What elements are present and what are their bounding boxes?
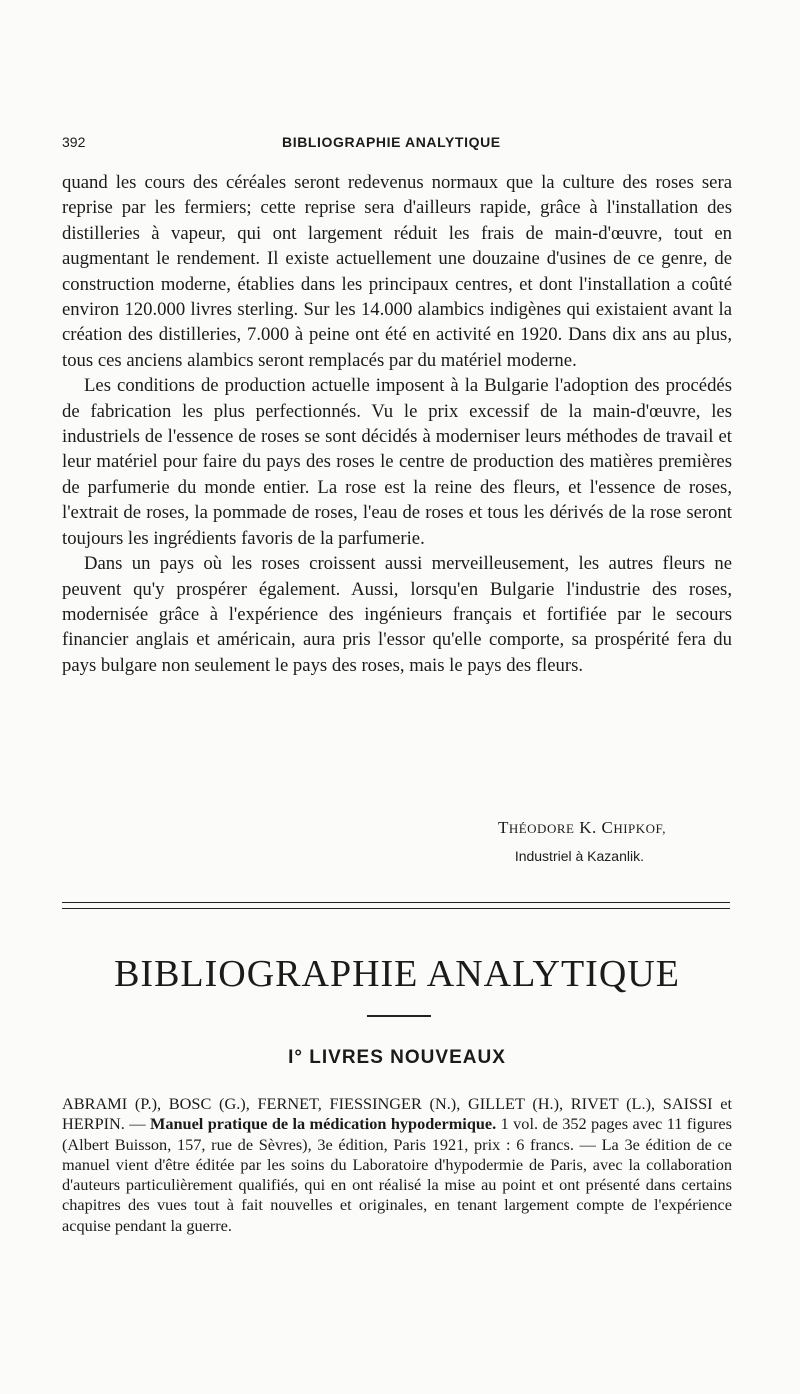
section-title: BIBLIOGRAPHIE ANALYTIQUE	[114, 953, 680, 995]
section-divider-top	[62, 902, 730, 903]
author-signature	[62, 818, 666, 838]
page-number: 392	[62, 134, 86, 150]
paragraph-2: Les conditions de production actuelle imposent à la Bulgarie l'adoption des procédés de fabrication les plus perfectionnés. Vu le prix excessif de la main-d'œuvre, les industriels de l'essence de roses se sont décidés à moderniser leurs méthodes de travail et leur matériel pour faire du pays des roses le centre de production des matières premières de parfumerie du monde entier. La rose est la reine des fleurs, et l'essence de roses, l'extrait de roses, la pommade de roses, l'eau de roses et tous les dérivés de la rose seront toujours les ingrédients favoris de la parfumerie.	[62, 375, 732, 549]
signature-middle: K.	[574, 818, 602, 837]
entry-title: Manuel pratique de la médication hypodermique.	[149, 1114, 497, 1134]
running-title: BIBLIOGRAPHIE ANALYTIQUE	[282, 134, 501, 150]
section-divider-bottom	[62, 908, 730, 909]
article-body	[62, 170, 732, 678]
signature-rest-2: HIPKOF,	[613, 821, 666, 836]
signature-rest-1: HÉODORE	[508, 821, 575, 836]
entry-details: 1 vol. de 352 pages avec 11 figures (Albert Buisson, 157, rue de Sèvres), 3e édition, Paris 1921, prix : 6 francs. — La 3e édition de ce manuel vient d'être éditée par les soins du Laboratoire d'hypodermie de Paris, avec la collaboration d'auteurs particulièrement qualifiés, qui en ont réalisé la mise au point et ont présenté dans certains chapitres des vues tout à fait nouvelles et originales, en tenant largement compte de l'expérience acquise pendant la guerre.	[62, 1114, 732, 1235]
signature-initial-1: T	[497, 818, 509, 837]
paragraph-1: quand les cours des céréales seront redevenus normaux que la culture des roses sera reprise par les fermiers; cette reprise sera d'ailleurs rapide, grâce à l'installation des distilleries à vapeur, qui ont largement réduit les frais de main-d'œuvre, tout en augmentant le rendement. Il existe actuellement une douzaine d'usines de ce genre, de construction moderne, établies dans les principaux centres, et dont l'installation a coûté environ 120.000 livres sterling. Sur les 14.000 alambics indigènes qui existaient avant la création des distilleries, 7.000 à peine ont été en activité en 1920. Dans dix ans au plus, tous ces anciens alambics seront remplacés par du matériel moderne.	[62, 172, 732, 371]
title-underline	[367, 1015, 431, 1017]
signature-initial-2: C	[601, 818, 614, 837]
paragraph-3: Dans un pays où les roses croissent aussi merveilleusement, les autres fleurs ne peuvent qu'y prospérer également. Aussi, lorsqu'en Bulgarie l'industrie des roses, modernisée grâce à l'expérience des ingénieurs français et fortifiée par le secours financier anglais et américain, aura pris l'essor qu'elle comporte, sa prospérité fera du pays bulgare non seulement le pays des roses, mais le pays des fleurs.	[62, 553, 732, 676]
entry-authors: ABRAMI (P.), BOSC (G.), FERNET, FIESSINGER (N.), GILLET (H.), RIVET (L.), SAISSI et HERPIN. —	[62, 1094, 732, 1134]
subsection-title: I° LIVRES NOUVEAUX	[288, 1047, 506, 1068]
running-header	[62, 134, 732, 152]
author-affiliation: Industriel à Kazanlik.	[514, 848, 644, 864]
bibliography-entry	[62, 1094, 732, 1236]
